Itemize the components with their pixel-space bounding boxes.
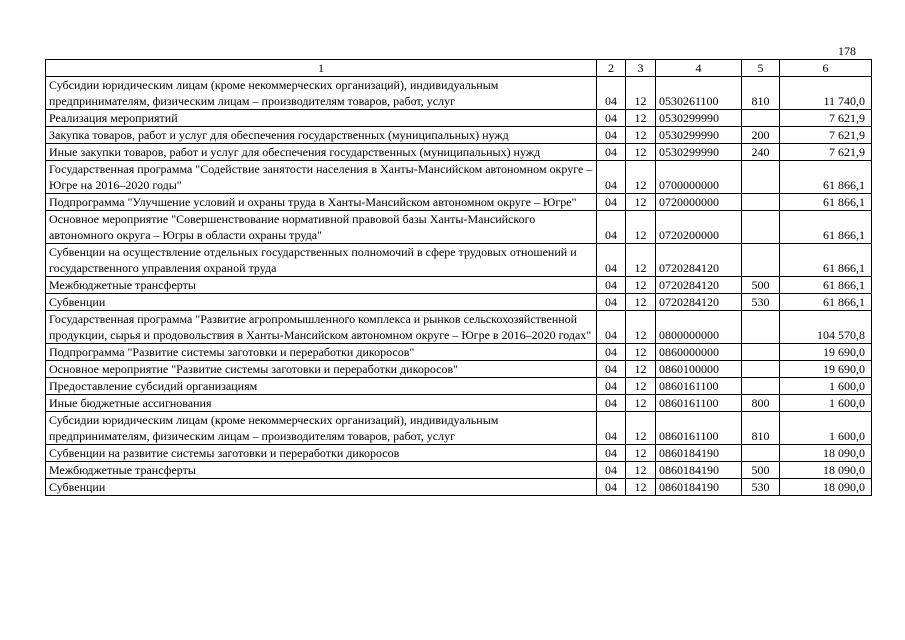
subsection-code-cell: 12 bbox=[626, 127, 656, 144]
table-row bbox=[46, 378, 872, 395]
table-row bbox=[46, 361, 872, 378]
row-name-cell: Иные бюджетные ассигнования bbox=[46, 395, 597, 412]
expense-type-cell: 530 bbox=[742, 479, 780, 496]
target-article-cell: 0800000000 bbox=[656, 311, 742, 344]
section-code-cell: 04 bbox=[597, 378, 626, 395]
amount-cell: 18 090,0 bbox=[780, 445, 872, 462]
table-row bbox=[46, 77, 872, 110]
table-row bbox=[46, 244, 872, 277]
column-header: 1 bbox=[46, 60, 597, 77]
table-row bbox=[46, 311, 872, 344]
subsection-code-cell: 12 bbox=[626, 294, 656, 311]
row-name-cell: Субвенции на осуществление отдельных государственных полномочий в сфере трудовых отношений и государственного управления охраной труда bbox=[46, 244, 597, 277]
table-row bbox=[46, 211, 872, 244]
subsection-code-cell: 12 bbox=[626, 361, 656, 378]
target-article-cell: 0860161100 bbox=[656, 395, 742, 412]
expense-type-cell bbox=[742, 311, 780, 344]
page-number: 178 bbox=[838, 44, 856, 58]
row-name-cell: Реализация мероприятий bbox=[46, 110, 597, 127]
section-code-cell: 04 bbox=[597, 194, 626, 211]
amount-cell: 61 866,1 bbox=[780, 244, 872, 277]
target-article-cell: 0860161100 bbox=[656, 412, 742, 445]
subsection-code-cell: 12 bbox=[626, 445, 656, 462]
subsection-code-cell: 12 bbox=[626, 244, 656, 277]
amount-cell: 1 600,0 bbox=[780, 395, 872, 412]
column-header: 4 bbox=[656, 60, 742, 77]
expense-type-cell bbox=[742, 161, 780, 194]
target-article-cell: 0700000000 bbox=[656, 161, 742, 194]
row-name-cell: Основное мероприятие "Развитие системы заготовки и переработки дикоросов" bbox=[46, 361, 597, 378]
amount-cell: 61 866,1 bbox=[780, 161, 872, 194]
amount-cell: 61 866,1 bbox=[780, 211, 872, 244]
expense-type-cell bbox=[742, 361, 780, 378]
target-article-cell: 0530299990 bbox=[656, 110, 742, 127]
target-article-cell: 0860100000 bbox=[656, 361, 742, 378]
section-code-cell: 04 bbox=[597, 110, 626, 127]
expense-type-cell: 800 bbox=[742, 395, 780, 412]
amount-cell: 19 690,0 bbox=[780, 344, 872, 361]
row-name-cell: Государственная программа "Содействие занятости населения в Ханты-Мансийском автономном округе – Югре на 2016–2020 годы" bbox=[46, 161, 597, 194]
section-code-cell: 04 bbox=[597, 344, 626, 361]
table-row bbox=[46, 395, 872, 412]
row-name-cell: Иные закупки товаров, работ и услуг для обеспечения государственных (муниципальных) нужд bbox=[46, 144, 597, 161]
target-article-cell: 0720284120 bbox=[656, 244, 742, 277]
section-code-cell: 04 bbox=[597, 277, 626, 294]
expense-type-cell bbox=[742, 244, 780, 277]
target-article-cell: 0530299990 bbox=[656, 144, 742, 161]
subsection-code-cell: 12 bbox=[626, 462, 656, 479]
subsection-code-cell: 12 bbox=[626, 144, 656, 161]
row-name-cell: Субсидии юридическим лицам (кроме некоммерческих организаций), индивидуальным предпринимателям, физическим лицам – производителям товаров, работ, услуг bbox=[46, 77, 597, 110]
target-article-cell: 0860184190 bbox=[656, 462, 742, 479]
table-row bbox=[46, 161, 872, 194]
expense-type-cell: 530 bbox=[742, 294, 780, 311]
subsection-code-cell: 12 bbox=[626, 311, 656, 344]
section-code-cell: 04 bbox=[597, 77, 626, 110]
expense-type-cell bbox=[742, 110, 780, 127]
amount-cell: 18 090,0 bbox=[780, 462, 872, 479]
subsection-code-cell: 12 bbox=[626, 378, 656, 395]
expense-type-cell: 500 bbox=[742, 277, 780, 294]
subsection-code-cell: 12 bbox=[626, 479, 656, 496]
row-name-cell: Подпрограмма "Развитие системы заготовки и переработки дикоросов" bbox=[46, 344, 597, 361]
table-row bbox=[46, 445, 872, 462]
target-article-cell: 0530261100 bbox=[656, 77, 742, 110]
expense-type-cell: 500 bbox=[742, 462, 780, 479]
table-row bbox=[46, 110, 872, 127]
expense-type-cell bbox=[742, 445, 780, 462]
expense-type-cell bbox=[742, 211, 780, 244]
row-name-cell: Субвенции на развитие системы заготовки и переработки дикоросов bbox=[46, 445, 597, 462]
amount-cell: 7 621,9 bbox=[780, 110, 872, 127]
subsection-code-cell: 12 bbox=[626, 395, 656, 412]
amount-cell: 1 600,0 bbox=[780, 378, 872, 395]
amount-cell: 61 866,1 bbox=[780, 194, 872, 211]
subsection-code-cell: 12 bbox=[626, 412, 656, 445]
section-code-cell: 04 bbox=[597, 479, 626, 496]
subsection-code-cell: 12 bbox=[626, 211, 656, 244]
table-row bbox=[46, 277, 872, 294]
target-article-cell: 0860161100 bbox=[656, 378, 742, 395]
amount-cell: 11 740,0 bbox=[780, 77, 872, 110]
target-article-cell: 0720000000 bbox=[656, 194, 742, 211]
row-name-cell: Предоставление субсидий организациям bbox=[46, 378, 597, 395]
section-code-cell: 04 bbox=[597, 161, 626, 194]
row-name-cell: Межбюджетные трансферты bbox=[46, 462, 597, 479]
expense-type-cell: 240 bbox=[742, 144, 780, 161]
amount-cell: 18 090,0 bbox=[780, 479, 872, 496]
subsection-code-cell: 12 bbox=[626, 77, 656, 110]
subsection-code-cell: 12 bbox=[626, 344, 656, 361]
expense-type-cell bbox=[742, 378, 780, 395]
column-header: 5 bbox=[742, 60, 780, 77]
header-row bbox=[46, 60, 872, 77]
row-name-cell: Закупка товаров, работ и услуг для обеспечения государственных (муниципальных) нужд bbox=[46, 127, 597, 144]
target-article-cell: 0720284120 bbox=[656, 277, 742, 294]
table-row bbox=[46, 412, 872, 445]
amount-cell: 61 866,1 bbox=[780, 294, 872, 311]
row-name-cell: Государственная программа "Развитие агропромышленного комплекса и рынков сельскохозяйственной продукции, сырья и продовольствия в Ханты-Мансийском автономном округе – Югре в 2016–2020 годах" bbox=[46, 311, 597, 344]
budget-table bbox=[45, 59, 872, 496]
table-row bbox=[46, 462, 872, 479]
table-row bbox=[46, 294, 872, 311]
expense-type-cell: 810 bbox=[742, 412, 780, 445]
subsection-code-cell: 12 bbox=[626, 110, 656, 127]
table-body bbox=[46, 77, 872, 496]
subsection-code-cell: 12 bbox=[626, 194, 656, 211]
target-article-cell: 0860184190 bbox=[656, 479, 742, 496]
subsection-code-cell: 12 bbox=[626, 277, 656, 294]
table-row bbox=[46, 479, 872, 496]
expense-type-cell bbox=[742, 194, 780, 211]
table-row bbox=[46, 194, 872, 211]
column-header: 3 bbox=[626, 60, 656, 77]
section-code-cell: 04 bbox=[597, 462, 626, 479]
section-code-cell: 04 bbox=[597, 361, 626, 378]
amount-cell: 19 690,0 bbox=[780, 361, 872, 378]
target-article-cell: 0860184190 bbox=[656, 445, 742, 462]
table-row bbox=[46, 144, 872, 161]
target-article-cell: 0860000000 bbox=[656, 344, 742, 361]
section-code-cell: 04 bbox=[597, 412, 626, 445]
column-header: 6 bbox=[780, 60, 872, 77]
row-name-cell: Субвенции bbox=[46, 479, 597, 496]
section-code-cell: 04 bbox=[597, 144, 626, 161]
expense-type-cell: 810 bbox=[742, 77, 780, 110]
section-code-cell: 04 bbox=[597, 445, 626, 462]
section-code-cell: 04 bbox=[597, 127, 626, 144]
table-row bbox=[46, 344, 872, 361]
section-code-cell: 04 bbox=[597, 395, 626, 412]
target-article-cell: 0720284120 bbox=[656, 294, 742, 311]
section-code-cell: 04 bbox=[597, 244, 626, 277]
section-code-cell: 04 bbox=[597, 294, 626, 311]
row-name-cell: Субсидии юридическим лицам (кроме некоммерческих организаций), индивидуальным предпринимателям, физическим лицам – производителям товаров, работ, услуг bbox=[46, 412, 597, 445]
amount-cell: 61 866,1 bbox=[780, 277, 872, 294]
amount-cell: 104 570,8 bbox=[780, 311, 872, 344]
subsection-code-cell: 12 bbox=[626, 161, 656, 194]
expense-type-cell: 200 bbox=[742, 127, 780, 144]
row-name-cell: Основное мероприятие "Совершенствование нормативной правовой базы Ханты-Мансийского автономного округа – Югры в области охраны труда" bbox=[46, 211, 597, 244]
row-name-cell: Субвенции bbox=[46, 294, 597, 311]
expense-type-cell bbox=[742, 344, 780, 361]
row-name-cell: Межбюджетные трансферты bbox=[46, 277, 597, 294]
amount-cell: 7 621,9 bbox=[780, 127, 872, 144]
section-code-cell: 04 bbox=[597, 211, 626, 244]
section-code-cell: 04 bbox=[597, 311, 626, 344]
row-name-cell: Подпрограмма "Улучшение условий и охраны труда в Ханты-Мансийском автономном округе – Югре" bbox=[46, 194, 597, 211]
target-article-cell: 0720200000 bbox=[656, 211, 742, 244]
target-article-cell: 0530299990 bbox=[656, 127, 742, 144]
column-header: 2 bbox=[597, 60, 626, 77]
amount-cell: 1 600,0 bbox=[780, 412, 872, 445]
amount-cell: 7 621,9 bbox=[780, 144, 872, 161]
table-row bbox=[46, 127, 872, 144]
